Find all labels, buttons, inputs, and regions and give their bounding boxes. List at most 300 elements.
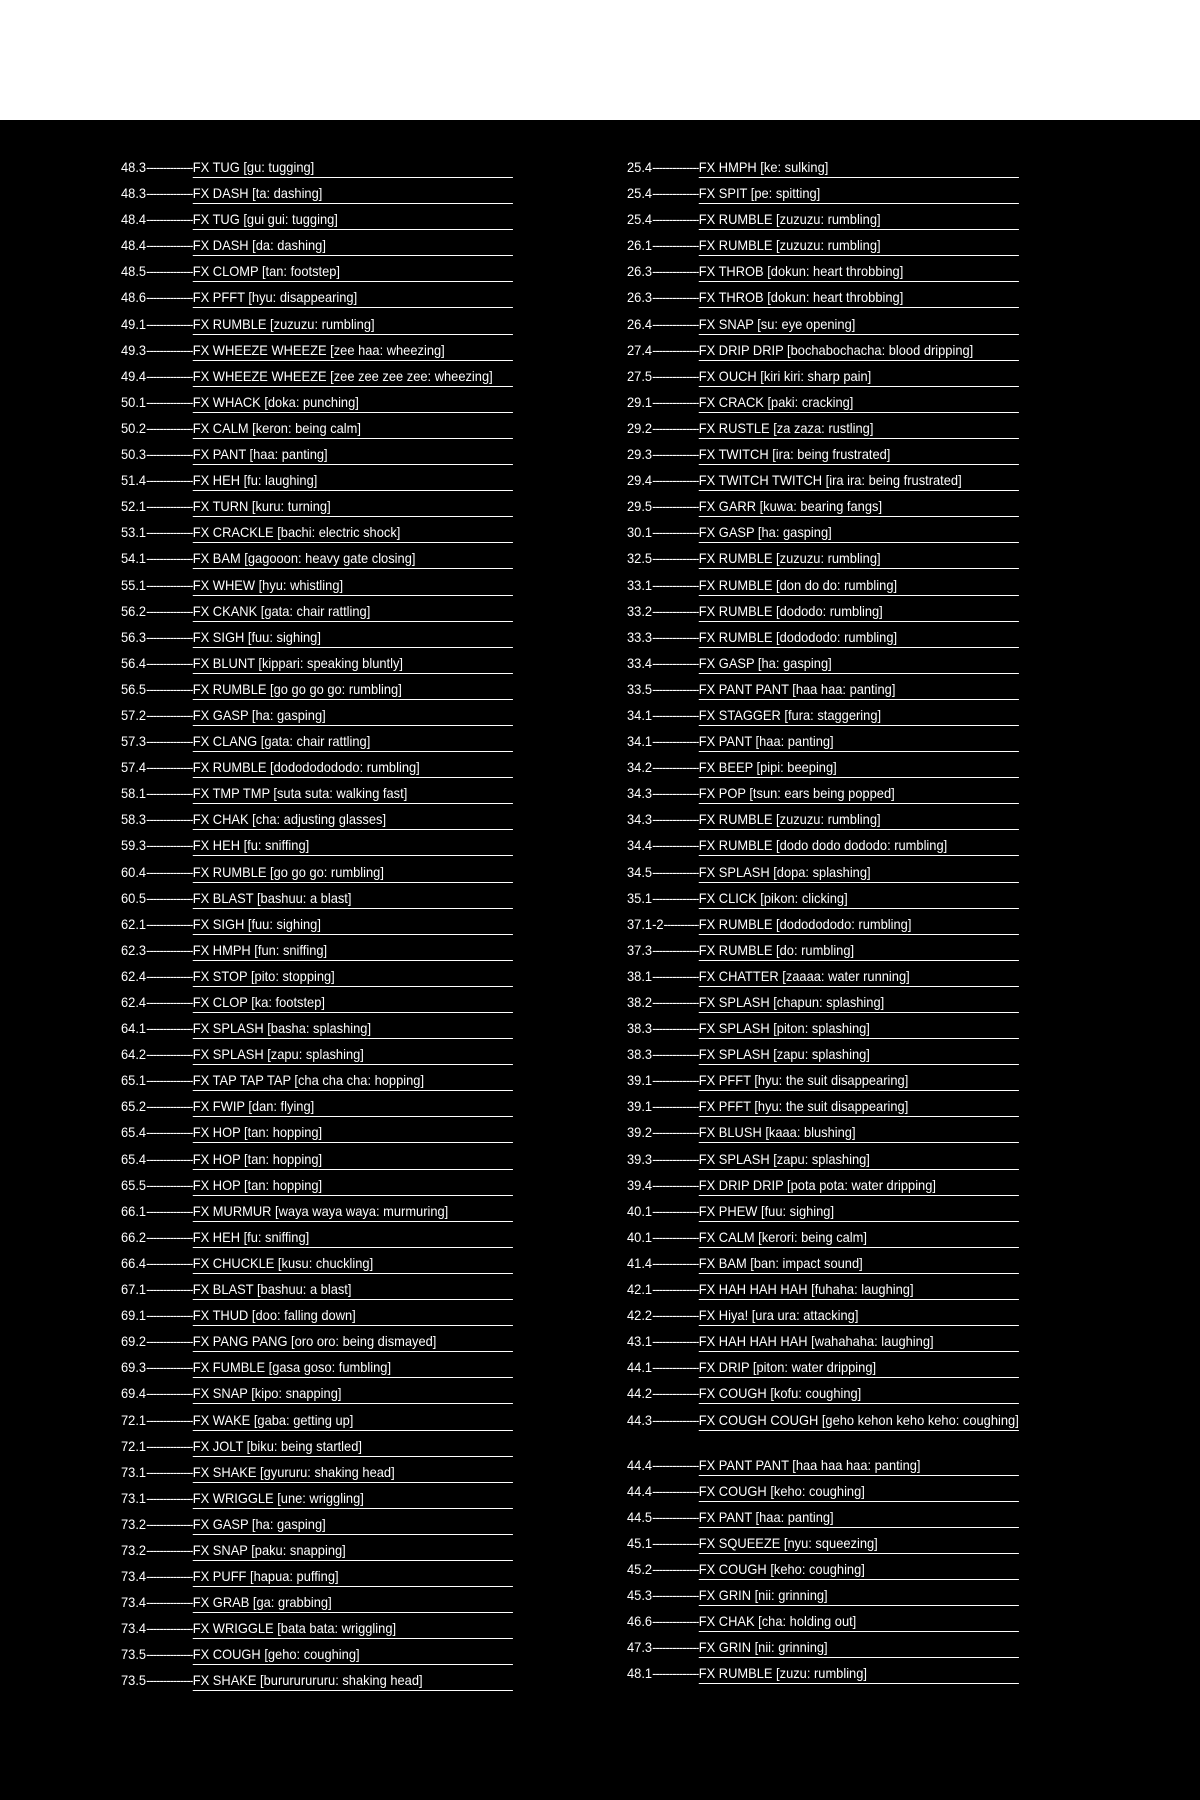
fx-translation: FX WRIGGLE [une: wriggling] — [193, 1488, 513, 1509]
fx-page-ref: 69.4 ----- — [121, 1383, 193, 1402]
fx-page-ref: 62.4 ----- — [121, 992, 193, 1011]
fx-page-ref: 67.1 ----- — [121, 1279, 193, 1298]
fx-translation: FX CHAK [cha: adjusting glasses] — [193, 809, 513, 830]
fx-entry — [121, 1514, 513, 1540]
fx-page-ref: 56.2 ----- — [121, 601, 193, 620]
fx-page-ref: 29.5 ----- — [627, 496, 699, 515]
fx-translation: FX RUMBLE [zuzu: rumbling] — [699, 1663, 1019, 1684]
fx-page-ref: 39.3 ----- — [627, 1149, 699, 1168]
fx-translation: FX CLOMP [tan: footstep] — [193, 261, 513, 282]
fx-translation: FX WRIGGLE [bata bata: wriggling] — [193, 1618, 513, 1639]
fx-translation: FX GASP [ha: gasping] — [193, 705, 513, 726]
fx-entry — [121, 1096, 513, 1122]
fx-translation: FX STAGGER [fura: staggering] — [699, 705, 1019, 726]
fx-translation: FX TAP TAP TAP [cha cha cha: hopping] — [193, 1070, 513, 1091]
fx-entry — [627, 444, 1019, 470]
fx-page-ref: 73.4 ----- — [121, 1592, 193, 1611]
fx-translation: FX THROB [dokun: heart throbbing] — [699, 287, 1019, 308]
fx-translation: FX MURMUR [waya waya waya: murmuring] — [193, 1201, 513, 1222]
fx-translation: FX BLAST [bashuu: a blast] — [193, 1279, 513, 1300]
fx-page-ref: 48.3 ----- — [121, 157, 193, 176]
fx-page-ref: 64.2 ----- — [121, 1044, 193, 1063]
fx-translation: FX GRIN [nii: grinning] — [699, 1637, 1019, 1658]
fx-page-ref: 35.1 ----- — [627, 888, 699, 907]
fx-translation: FX GRIN [nii: grinning] — [699, 1585, 1019, 1606]
fx-page-ref: 53.1 ----- — [121, 522, 193, 541]
fx-page-ref: 37.1-2 ----- — [627, 914, 699, 933]
fx-translation: FX CHUCKLE [kusu: chuckling] — [193, 1253, 513, 1274]
fx-translation: FX PANT [haa: panting] — [699, 731, 1019, 752]
fx-translation: FX SPLASH [zapu: splashing] — [699, 1149, 1019, 1170]
fx-page-ref: 33.4 ----- — [627, 653, 699, 672]
fx-page-ref: 73.1 ----- — [121, 1488, 193, 1507]
fx-page-ref: 45.2 ----- — [627, 1559, 699, 1578]
fx-entry — [121, 548, 513, 574]
fx-page-ref: 44.4 ----- — [627, 1455, 699, 1474]
fx-entry — [627, 575, 1019, 601]
fx-page-ref: 27.5 ----- — [627, 366, 699, 385]
fx-translation: FX SHAKE [gyururu: shaking head] — [193, 1462, 513, 1483]
fx-entry — [627, 366, 1019, 392]
fx-page-ref: 26.3 ----- — [627, 287, 699, 306]
fx-translation: FX CKANK [gata: chair rattling] — [193, 601, 513, 622]
fx-entry — [627, 1253, 1019, 1279]
fx-entry — [627, 1175, 1019, 1201]
fx-translation: FX RUMBLE [zuzuzu: rumbling] — [699, 809, 1019, 830]
fx-translation: FX PANT [haa: panting] — [699, 1507, 1019, 1528]
fx-page-ref: 43.1 ----- — [627, 1331, 699, 1350]
fx-page-ref: 48.1 ----- — [627, 1663, 699, 1682]
fx-entry — [121, 522, 513, 548]
fx-translation: FX RUMBLE [don do do: rumbling] — [699, 575, 1019, 596]
fx-page-ref: 38.3 ----- — [627, 1018, 699, 1037]
fx-entry — [121, 757, 513, 783]
fx-page-ref: 39.1 ----- — [627, 1070, 699, 1089]
fx-translation: FX TUG [gu: tugging] — [193, 157, 513, 178]
fx-entry — [121, 209, 513, 235]
fx-translation: FX TWITCH TWITCH [ira ira: being frustrated] — [699, 470, 1019, 491]
fx-page-ref: 57.2 ----- — [121, 705, 193, 724]
fx-translation: FX PHEW [fuu: sighing] — [699, 1201, 1019, 1222]
fx-entry — [121, 340, 513, 366]
fx-page-ref: 57.3 ----- — [121, 731, 193, 750]
fx-page-ref: 49.4 ----- — [121, 366, 193, 385]
fx-entry — [627, 1305, 1019, 1331]
fx-entry — [121, 418, 513, 444]
fx-entry — [121, 183, 513, 209]
fx-entry — [627, 1096, 1019, 1122]
fx-page-ref: 69.2 ----- — [121, 1331, 193, 1350]
fx-entry — [627, 1044, 1019, 1070]
fx-entry — [121, 731, 513, 757]
fx-translation: FX DRIP DRIP [pota pota: water dripping] — [699, 1175, 1019, 1196]
fx-entry — [121, 1540, 513, 1566]
fx-translation: FX CHATTER [zaaaa: water running] — [699, 966, 1019, 987]
fx-translation: FX RUMBLE [go go go go: rumbling] — [193, 679, 513, 700]
fx-translation: FX CRACK [paki: cracking] — [699, 392, 1019, 413]
fx-entry — [627, 679, 1019, 705]
fx-entry — [627, 470, 1019, 496]
fx-entry — [627, 496, 1019, 522]
fx-entry — [627, 1331, 1019, 1357]
fx-translation: FX DASH [ta: dashing] — [193, 183, 513, 204]
fx-translation: FX CLICK [pikon: clicking] — [699, 888, 1019, 909]
fx-page-ref: 49.3 ----- — [121, 340, 193, 359]
fx-page-ref: 69.1 ----- — [121, 1305, 193, 1324]
fx-entry — [121, 679, 513, 705]
fx-page-ref: 34.1 ----- — [627, 731, 699, 750]
fx-entry — [121, 966, 513, 992]
fx-entry — [627, 157, 1019, 183]
fx-translation: FX FWIP [dan: flying] — [193, 1096, 513, 1117]
fx-entry — [627, 183, 1019, 209]
fx-entry — [627, 1611, 1019, 1637]
fx-translation: FX GARR [kuwa: bearing fangs] — [699, 496, 1019, 517]
fx-page-ref: 42.2 ----- — [627, 1305, 699, 1324]
fx-translation: FX SNAP [paku: snapping] — [193, 1540, 513, 1561]
fx-entry — [121, 1566, 513, 1592]
fx-translation: FX SPIT [pe: spitting] — [699, 183, 1019, 204]
fx-entry — [121, 261, 513, 287]
fx-page-ref: 51.4 ----- — [121, 470, 193, 489]
fx-page-ref: 64.1 ----- — [121, 1018, 193, 1037]
fx-entry — [121, 1618, 513, 1644]
fx-page-ref: 29.3 ----- — [627, 444, 699, 463]
fx-page-ref: 25.4 ----- — [627, 209, 699, 228]
fx-page-ref: 26.4 ----- — [627, 314, 699, 333]
fx-entry — [627, 862, 1019, 888]
fx-translation: FX CALM [keron: being calm] — [193, 418, 513, 439]
fx-translation: FX BLAST [bashuu: a blast] — [193, 888, 513, 909]
fx-page-ref: 55.1 ----- — [121, 575, 193, 594]
fx-page-ref: 65.4 ----- — [121, 1122, 193, 1141]
fx-entry — [627, 731, 1019, 757]
fx-translation: FX HEH [fu: sniffing] — [193, 835, 513, 856]
fx-page-ref: 44.3 ----- — [627, 1410, 699, 1429]
fx-page-ref: 30.1 ----- — [627, 522, 699, 541]
fx-entry — [627, 1559, 1019, 1585]
fx-translation: FX HAH HAH HAH [wahahaha: laughing] — [699, 1331, 1019, 1352]
fx-entry — [121, 809, 513, 835]
fx-translation: FX SPLASH [dopa: splashing] — [699, 862, 1019, 883]
fx-translation: FX FUMBLE [gasa goso: fumbling] — [193, 1357, 513, 1378]
fx-entry — [627, 261, 1019, 287]
fx-translation: FX WAKE [gaba: getting up] — [193, 1410, 513, 1431]
fx-page-ref: 26.3 ----- — [627, 261, 699, 280]
fx-page-ref: 48.5 ----- — [121, 261, 193, 280]
fx-translation: FX WHEEZE WHEEZE [zee haa: wheezing] — [193, 340, 513, 361]
fx-page-ref: 65.5 ----- — [121, 1175, 193, 1194]
fx-translation: FX CALM [kerori: being calm] — [699, 1227, 1019, 1248]
fx-translation: FX HEH [fu: laughing] — [193, 470, 513, 491]
fx-translation: FX GASP [ha: gasping] — [699, 653, 1019, 674]
fx-entry — [627, 1410, 1019, 1455]
fx-translation: FX WHACK [doka: punching] — [193, 392, 513, 413]
fx-page-ref: 26.1 ----- — [627, 235, 699, 254]
fx-translation: FX WHEEZE WHEEZE [zee zee zee zee: wheezing] — [193, 366, 513, 387]
fx-translation: FX SHAKE [burururururu: shaking head] — [193, 1670, 513, 1691]
fx-entry — [627, 992, 1019, 1018]
fx-translation: FX PFFT [hyu: the suit disappearing] — [699, 1070, 1019, 1091]
fx-page-ref: 54.1 ----- — [121, 548, 193, 567]
fx-translation: FX HMPH [ke: sulking] — [699, 157, 1019, 178]
fx-translation: FX SPLASH [chapun: splashing] — [699, 992, 1019, 1013]
fx-page-ref: 33.3 ----- — [627, 627, 699, 646]
fx-page-ref: 56.4 ----- — [121, 653, 193, 672]
fx-translation: FX COUGH [keho: coughing] — [699, 1481, 1019, 1502]
fx-page-ref: 38.3 ----- — [627, 1044, 699, 1063]
fx-page-ref: 65.1 ----- — [121, 1070, 193, 1089]
fx-translation: FX HMPH [fun: sniffing] — [193, 940, 513, 961]
fx-page-ref: 37.3 ----- — [627, 940, 699, 959]
fx-entry — [627, 1637, 1019, 1663]
fx-page-ref: 73.2 ----- — [121, 1540, 193, 1559]
fx-entry — [121, 1227, 513, 1253]
fx-page-ref: 44.4 ----- — [627, 1481, 699, 1500]
fx-entry — [121, 1436, 513, 1462]
fx-entry — [627, 940, 1019, 966]
fx-translation: FX TURN [kuru: turning] — [193, 496, 513, 517]
fx-entry — [121, 470, 513, 496]
fx-translation: FX HOP [tan: hopping] — [193, 1175, 513, 1196]
fx-page-ref: 50.3 ----- — [121, 444, 193, 463]
fx-entry — [627, 418, 1019, 444]
fx-entry — [627, 1481, 1019, 1507]
fx-entry — [627, 757, 1019, 783]
fx-entry — [627, 1149, 1019, 1175]
fx-entry — [627, 1383, 1019, 1409]
fx-entry — [627, 601, 1019, 627]
fx-page-ref: 34.3 ----- — [627, 783, 699, 802]
fx-page-ref: 27.4 ----- — [627, 340, 699, 359]
fx-page-ref: 58.3 ----- — [121, 809, 193, 828]
fx-translation: FX BAM [ban: impact sound] — [699, 1253, 1019, 1274]
fx-page-ref: 42.1 ----- — [627, 1279, 699, 1298]
fx-page-ref: 34.1 ----- — [627, 705, 699, 724]
fx-entry — [121, 914, 513, 940]
fx-page-ref: 57.4 ----- — [121, 757, 193, 776]
fx-translation: FX HEH [fu: sniffing] — [193, 1227, 513, 1248]
fx-page-ref: 65.4 ----- — [121, 1149, 193, 1168]
fx-page-ref: 39.2 ----- — [627, 1122, 699, 1141]
fx-translation: FX CHAK [cha: holding out] — [699, 1611, 1019, 1632]
fx-translation: FX BLUSH [kaaa: blushing] — [699, 1122, 1019, 1143]
fx-entry — [121, 575, 513, 601]
fx-page-ref: 48.6 ----- — [121, 287, 193, 306]
fx-translation: FX PANT PANT [haa haa haa: panting] — [699, 1455, 1019, 1476]
fx-translation: FX SQUEEZE [nyu: squeezing] — [699, 1533, 1019, 1554]
fx-entry — [627, 209, 1019, 235]
fx-page-ref: 50.1 ----- — [121, 392, 193, 411]
fx-entry — [627, 809, 1019, 835]
fx-page-ref: 33.5 ----- — [627, 679, 699, 698]
fx-entry — [627, 914, 1019, 940]
fx-entry — [121, 235, 513, 261]
fx-page-ref: 73.2 ----- — [121, 1514, 193, 1533]
fx-translation: FX COUGH [kofu: coughing] — [699, 1383, 1019, 1404]
fx-entry — [627, 783, 1019, 809]
fx-page-ref: 73.4 ----- — [121, 1566, 193, 1585]
fx-page-ref: 44.5 ----- — [627, 1507, 699, 1526]
fx-translation: FX RUMBLE [zuzuzu: rumbling] — [699, 548, 1019, 569]
fx-entry — [121, 835, 513, 861]
fx-entry — [627, 1122, 1019, 1148]
fx-translation: FX HOP [tan: hopping] — [193, 1122, 513, 1143]
fx-translation: FX HAH HAH HAH [fuhaha: laughing] — [699, 1279, 1019, 1300]
fx-entry — [121, 1175, 513, 1201]
fx-page-ref: 62.3 ----- — [121, 940, 193, 959]
fx-page-ref: 44.1 ----- — [627, 1357, 699, 1376]
fx-translation: FX RUMBLE [dodododo: rumbling] — [699, 627, 1019, 648]
fx-page-ref: 33.1 ----- — [627, 575, 699, 594]
fx-page-ref: 48.4 ----- — [121, 235, 193, 254]
fx-entry — [627, 1533, 1019, 1559]
fx-entry — [121, 1305, 513, 1331]
fx-translation: FX CLANG [gata: chair rattling] — [193, 731, 513, 752]
fx-page-ref: 60.4 ----- — [121, 862, 193, 881]
fx-page-ref: 45.3 ----- — [627, 1585, 699, 1604]
fx-page-ref: 32.5 ----- — [627, 548, 699, 567]
fx-page-ref: 47.3 ----- — [627, 1637, 699, 1656]
fx-page-ref: 52.1 ----- — [121, 496, 193, 515]
fx-page-ref: 45.1 ----- — [627, 1533, 699, 1552]
fx-translation: FX OUCH [kiri kiri: sharp pain] — [699, 366, 1019, 387]
fx-translation: FX BAM [gagooon: heavy gate closing] — [193, 548, 513, 569]
fx-page-ref: 59.3 ----- — [121, 835, 193, 854]
fx-page-ref: 69.3 ----- — [121, 1357, 193, 1376]
fx-entry — [121, 705, 513, 731]
fx-page-ref: 73.4 ----- — [121, 1618, 193, 1637]
fx-translation: FX POP [tsun: ears being popped] — [699, 783, 1019, 804]
fx-translation: FX BEEP [pipi: beeping] — [699, 757, 1019, 778]
fx-translation: FX CLOP [ka: footstep] — [193, 992, 513, 1013]
fx-entry — [121, 1462, 513, 1488]
fx-list-left — [121, 157, 547, 1697]
fx-translation: FX PANG PANG [oro oro: being dismayed] — [193, 1331, 513, 1352]
fx-translation: FX TWITCH [ira: being frustrated] — [699, 444, 1019, 465]
fx-entry — [121, 783, 513, 809]
fx-entry — [121, 862, 513, 888]
fx-entry — [627, 705, 1019, 731]
top-white-band — [0, 0, 1200, 120]
fx-translation: FX COUGH COUGH [geho kehon keho keho: coughing] — [699, 1410, 1019, 1431]
fx-entry — [121, 940, 513, 966]
fx-entry — [121, 627, 513, 653]
fx-translation: FX PFFT [hyu: disappearing] — [193, 287, 513, 308]
fx-page-ref: 33.2 ----- — [627, 601, 699, 620]
fx-entry — [121, 1670, 513, 1696]
fx-entry — [121, 888, 513, 914]
fx-translation: FX SIGH [fuu: sighing] — [193, 627, 513, 648]
fx-entry — [121, 1331, 513, 1357]
fx-translation: FX SPLASH [piton: splashing] — [699, 1018, 1019, 1039]
fx-translation: FX DRIP DRIP [bochabochacha: blood dripping] — [699, 340, 1019, 361]
fx-translation: FX COUGH [geho: coughing] — [193, 1644, 513, 1665]
fx-translation: FX PANT [haa: panting] — [193, 444, 513, 465]
fx-translation: FX RUMBLE [do: rumbling] — [699, 940, 1019, 961]
fx-page-ref: 38.1 ----- — [627, 966, 699, 985]
fx-entry — [627, 1279, 1019, 1305]
fx-translation: FX TMP TMP [suta suta: walking fast] — [193, 783, 513, 804]
fx-page-ref: 66.1 ----- — [121, 1201, 193, 1220]
fx-translation: FX STOP [pito: stopping] — [193, 966, 513, 987]
fx-page-ref: 39.1 ----- — [627, 1096, 699, 1115]
fx-page-ref: 34.4 ----- — [627, 835, 699, 854]
fx-page-ref: 50.2 ----- — [121, 418, 193, 437]
fx-entry — [121, 366, 513, 392]
fx-page-ref: 62.4 ----- — [121, 966, 193, 985]
fx-entry — [121, 653, 513, 679]
fx-page-ref: 72.1 ----- — [121, 1410, 193, 1429]
fx-entry — [121, 992, 513, 1018]
fx-entry — [121, 1410, 513, 1436]
fx-entry — [121, 496, 513, 522]
fx-entry — [627, 1227, 1019, 1253]
fx-entry — [627, 1201, 1019, 1227]
fx-entry — [121, 1253, 513, 1279]
fx-page-ref: 73.5 ----- — [121, 1644, 193, 1663]
fx-entry — [121, 444, 513, 470]
fx-page-ref: 25.4 ----- — [627, 157, 699, 176]
fx-page-ref: 29.4 ----- — [627, 470, 699, 489]
fx-translation: FX PANT PANT [haa haa: panting] — [699, 679, 1019, 700]
fx-translation: FX SPLASH [zapu: splashing] — [193, 1044, 513, 1065]
fx-translation: FX BLUNT [kippari: speaking bluntly] — [193, 653, 513, 674]
fx-translation: FX DASH [da: dashing] — [193, 235, 513, 256]
fx-entry — [121, 1044, 513, 1070]
fx-entry — [627, 392, 1019, 418]
fx-translation: FX PFFT [hyu: the suit disappearing] — [699, 1096, 1019, 1117]
fx-entry — [627, 1507, 1019, 1533]
fx-entry — [627, 653, 1019, 679]
fx-page-ref: 34.5 ----- — [627, 862, 699, 881]
fx-entry — [627, 235, 1019, 261]
fx-translation: FX GASP [ha: gasping] — [699, 522, 1019, 543]
fx-page-ref: 56.5 ----- — [121, 679, 193, 698]
fx-entry — [627, 522, 1019, 548]
fx-entry — [121, 392, 513, 418]
fx-translation: FX WHEW [hyu: whistling] — [193, 575, 513, 596]
fx-translation: FX RUMBLE [dodo dodo dododo: rumbling] — [699, 835, 1019, 856]
fx-translation: FX SPLASH [basha: splashing] — [193, 1018, 513, 1039]
fx-translation: FX Hiya! [ura ura: attacking] — [699, 1305, 1019, 1326]
fx-page-ref: 73.1 ----- — [121, 1462, 193, 1481]
fx-translation: FX RUMBLE [dododododo: rumbling] — [699, 914, 1019, 935]
fx-entry — [121, 157, 513, 183]
fx-entry — [121, 1383, 513, 1409]
fx-entry — [627, 1018, 1019, 1044]
fx-page-ref: 40.1 ----- — [627, 1227, 699, 1246]
fx-translation: FX COUGH [keho: coughing] — [699, 1559, 1019, 1580]
fx-page-ref: 56.3 ----- — [121, 627, 193, 646]
fx-page-ref: 65.2 ----- — [121, 1096, 193, 1115]
fx-page-ref: 49.1 ----- — [121, 314, 193, 333]
fx-entry — [121, 1488, 513, 1514]
fx-translation: FX GASP [ha: gasping] — [193, 1514, 513, 1535]
fx-entry — [627, 1357, 1019, 1383]
fx-entry — [627, 627, 1019, 653]
fx-entry — [627, 835, 1019, 861]
fx-entry — [627, 548, 1019, 574]
fx-translation: FX SNAP [kipo: snapping] — [193, 1383, 513, 1404]
fx-translation: FX RUMBLE [zuzuzu: rumbling] — [699, 235, 1019, 256]
fx-translation: FX RUMBLE [go go go: rumbling] — [193, 862, 513, 883]
fx-page-ref: 44.2 ----- — [627, 1383, 699, 1402]
fx-translation: FX GRAB [ga: grabbing] — [193, 1592, 513, 1613]
fx-page-ref: 40.1 ----- — [627, 1201, 699, 1220]
fx-page-ref: 34.3 ----- — [627, 809, 699, 828]
fx-page-ref: 66.4 ----- — [121, 1253, 193, 1272]
